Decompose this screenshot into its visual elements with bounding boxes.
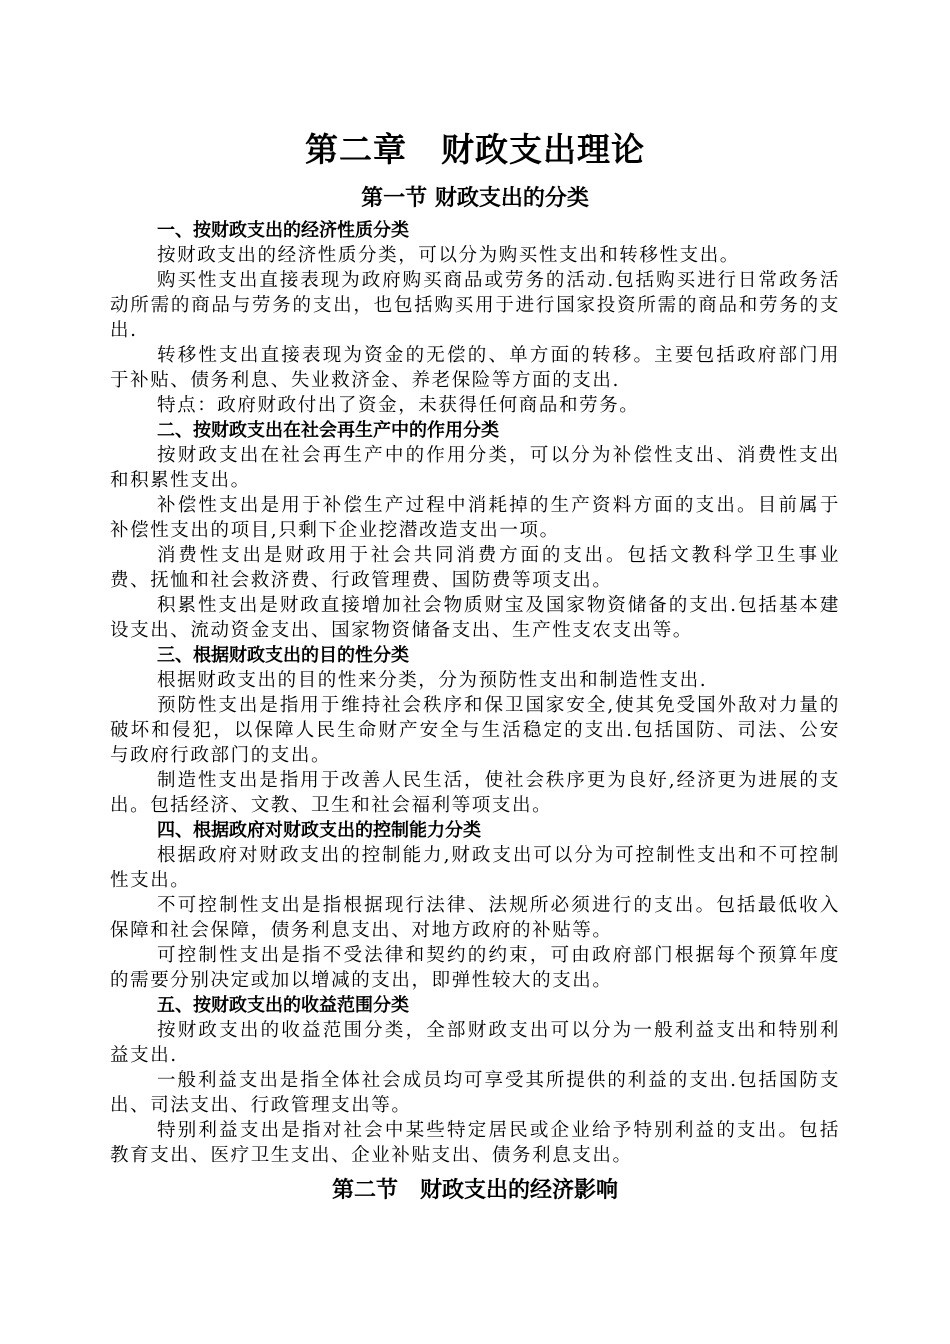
paragraph: 按财政支出的经济性质分类，可以分为购买性支出和转移性支出。 <box>157 245 740 266</box>
part-5 <box>110 993 840 1168</box>
paragraph: 消费性支出是财政用于社会共同消费方面的支出。包括文教科学卫生事业费、抚恤和社会救济费、行政管理费、国防费等项支出。 <box>110 545 840 591</box>
paragraph: 一般利益支出是指全体社会成员均可享受其所提供的利益的支出.包括国防支出、司法支出、行政管理支出等。 <box>110 1070 840 1116</box>
paragraph: 积累性支出是财政直接增加社会物质财宝及国家物资储备的支出.包括基本建设支出、流动资金支出、国家物资储备支出、生产性支农支出等。 <box>110 595 840 641</box>
subheading: 三、根据财政支出的目的性分类 <box>157 645 409 666</box>
paragraph: 根据财政支出的目的性来分类，分为预防性支出和制造性支出. <box>157 670 708 691</box>
paragraph: 按财政支出的收益范围分类，全部财政支出可以分为一般利益支出和特别利益支出. <box>110 1020 840 1066</box>
part-1 <box>110 218 840 418</box>
paragraph: 特别利益支出是指对社会中某些特定居民或企业给予特别利益的支出。包括教育支出、医疗卫生支出、企业补贴支出、债务利息支出。 <box>110 1120 840 1166</box>
section-title-2: 第二节 财政支出的经济影响 <box>331 1178 618 1203</box>
section-title-1: 第一节 财政支出的分类 <box>361 186 589 211</box>
subheading: 五、按财政支出的收益范围分类 <box>157 995 409 1016</box>
paragraph: 预防性支出是指用于维持社会秩序和保卫国家安全,使其免受国外敌对力量的破坏和侵犯，以保障人民生命财产安全与生活稳定的支出.包括国防、司法、公安与政府行政部门的支出。 <box>110 695 840 766</box>
paragraph: 不可控制性支出是指根据现行法律、法规所必须进行的支出。包括最低收入保障和社会保障，债务利息支出、对地方政府的补贴等。 <box>110 895 840 941</box>
paragraph: 特点：政府财政付出了资金，未获得任何商品和劳务。 <box>157 395 640 416</box>
paragraph: 根据政府对财政支出的控制能力,财政支出可以分为可控制性支出和不可控制性支出。 <box>110 845 840 891</box>
subheading: 二、按财政支出在社会再生产中的作用分类 <box>157 420 499 441</box>
part-2 <box>110 418 840 643</box>
chapter-title: 第二章 财政支出理论 <box>305 130 645 169</box>
subheading: 一、按财政支出的经济性质分类 <box>157 220 409 241</box>
part-4 <box>110 818 840 993</box>
subheading: 四、根据政府对财政支出的控制能力分类 <box>157 820 481 841</box>
part-3 <box>110 643 840 818</box>
paragraph: 转移性支出直接表现为资金的无偿的、单方面的转移。主要包括政府部门用于补贴、债务利息、失业救济金、养老保险等方面的支出. <box>110 345 840 391</box>
paragraph: 按财政支出在社会再生产中的作用分类，可以分为补偿性支出、消费性支出和积累性支出。 <box>110 445 840 491</box>
paragraph: 可控制性支出是指不受法律和契约的约束，可由政府部门根据每个预算年度的需要分别决定或加以增减的支出，即弹性较大的支出。 <box>110 945 840 991</box>
paragraph: 购买性支出直接表现为政府购买商品或劳务的活动.包括购买进行日常政务活动所需的商品与劳务的支出，也包括购买用于进行国家投资所需的商品和劳务的支出. <box>110 270 840 341</box>
paragraph: 制造性支出是指用于改善人民生活，使社会秩序更为良好,经济更为进展的支出。包括经济、文教、卫生和社会福利等项支出。 <box>110 770 840 816</box>
paragraph: 补偿性支出是用于补偿生产过程中消耗掉的生产资料方面的支出。目前属于补偿性支出的项目,只剩下企业挖潜改造支出一项。 <box>110 495 840 541</box>
